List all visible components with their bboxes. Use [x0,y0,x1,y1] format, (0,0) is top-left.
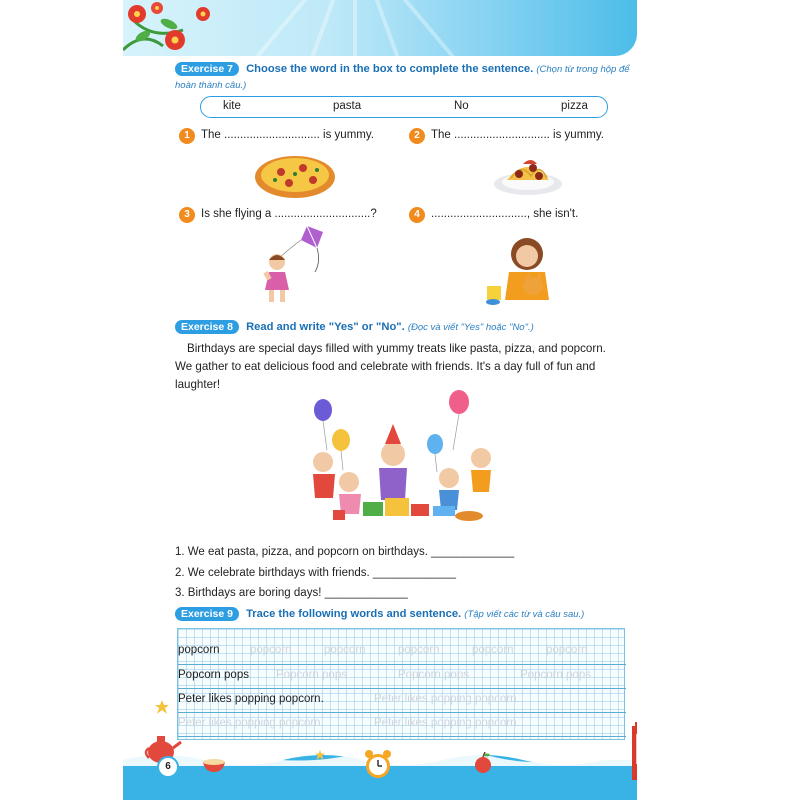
word-box-item: No [454,100,469,112]
trace-phrase[interactable]: Popcorn pops [520,669,591,681]
workbook-page [123,0,637,800]
word-box [200,96,608,118]
exercise-7-viet-line2: hoàn thành câu.) [175,80,247,91]
apple-icon [473,752,493,774]
star-icon [315,750,325,760]
bowl-icon [201,756,227,774]
exercise-8-viet: (Đọc và viết "Yes" hoặc "No".) [407,322,534,333]
question-number: 4 [409,207,425,223]
reading-paragraph-line: laughter! [175,378,221,391]
trace-phrase[interactable]: Popcorn pops [398,669,469,681]
statement-1[interactable]: 1. We eat pasta, pizza, and popcorn on birthdays. _____________ [175,546,515,558]
exercise-9-instruction: Trace the following words and sentence. [246,608,462,620]
trace-sentence[interactable]: Peter likes popping popcorn. [374,693,520,705]
trace-phrase[interactable]: Popcorn pops [276,669,347,681]
exercise-9-heading [175,607,584,621]
pizza-icon [253,150,337,200]
word-box-item: pasta [333,100,362,112]
header-banner [123,0,637,56]
flower-decoration-icon [123,0,233,56]
girl-with-cat-icon [483,232,563,308]
question-number: 3 [179,207,195,223]
handwriting-grid[interactable] [177,628,625,740]
girl-flying-kite-icon [255,222,331,308]
pasta-icon [493,150,563,196]
question-2-text[interactable]: The .............................. is yummy. [431,129,604,141]
trace-word[interactable]: popcorn [546,644,588,656]
word-box-item: kite [223,100,241,112]
exercise-7-viet-line1: (Chọn từ trong hộp để [536,64,630,75]
trace-word[interactable]: popcorn [324,644,366,656]
exercise-8-instruction: Read and write "Yes" or "No". [246,321,405,333]
exercise-8-badge: Exercise 8 [175,320,239,334]
trace-sentence[interactable]: Peter likes popping popcorn. [178,717,324,729]
question-3-text[interactable]: Is she flying a ..............................? [201,208,377,220]
exercise-9-badge: Exercise 9 [175,607,239,621]
model-sentence: Peter likes popping popcorn. [178,693,324,705]
phone-booth-icon [629,720,637,780]
word-box-item: pizza [561,100,588,112]
statement-2[interactable]: 2. We celebrate birthdays with friends. _____________ [175,567,457,579]
model-word: popcorn [178,644,220,656]
question-1-text[interactable]: The .............................. is yummy. [201,129,374,141]
reading-paragraph-line: Birthdays are special days filled with yummy treats like pasta, pizza, and popcorn. [187,342,606,355]
page-number: 6 [157,756,179,778]
star-icon [155,700,169,714]
exercise-7-heading [175,62,630,76]
trace-sentence[interactable]: Peter likes popping popcorn. [374,717,520,729]
statement-3[interactable]: 3. Birthdays are boring days! _____________ [175,587,408,599]
question-4-text[interactable]: .............................., she isn't. [431,208,579,220]
exercise-8-heading [175,320,534,334]
trace-word[interactable]: popcorn [398,644,440,656]
exercise-7-badge: Exercise 7 [175,62,239,76]
trace-word[interactable]: popcorn [250,644,292,656]
question-number: 2 [409,128,425,144]
exercise-9-viet: (Tập viết các từ và câu sau.) [464,609,585,620]
exercise-7-instruction: Choose the word in the box to complete the sentence. [246,63,534,75]
model-phrase: Popcorn pops [178,669,249,681]
birthday-party-icon [293,390,509,526]
alarm-clock-icon [363,748,393,780]
reading-paragraph-line: We gather to eat delicious food and celebrate with friends. It's a day full of fun and [175,360,596,373]
question-number: 1 [179,128,195,144]
trace-word[interactable]: popcorn [472,644,514,656]
